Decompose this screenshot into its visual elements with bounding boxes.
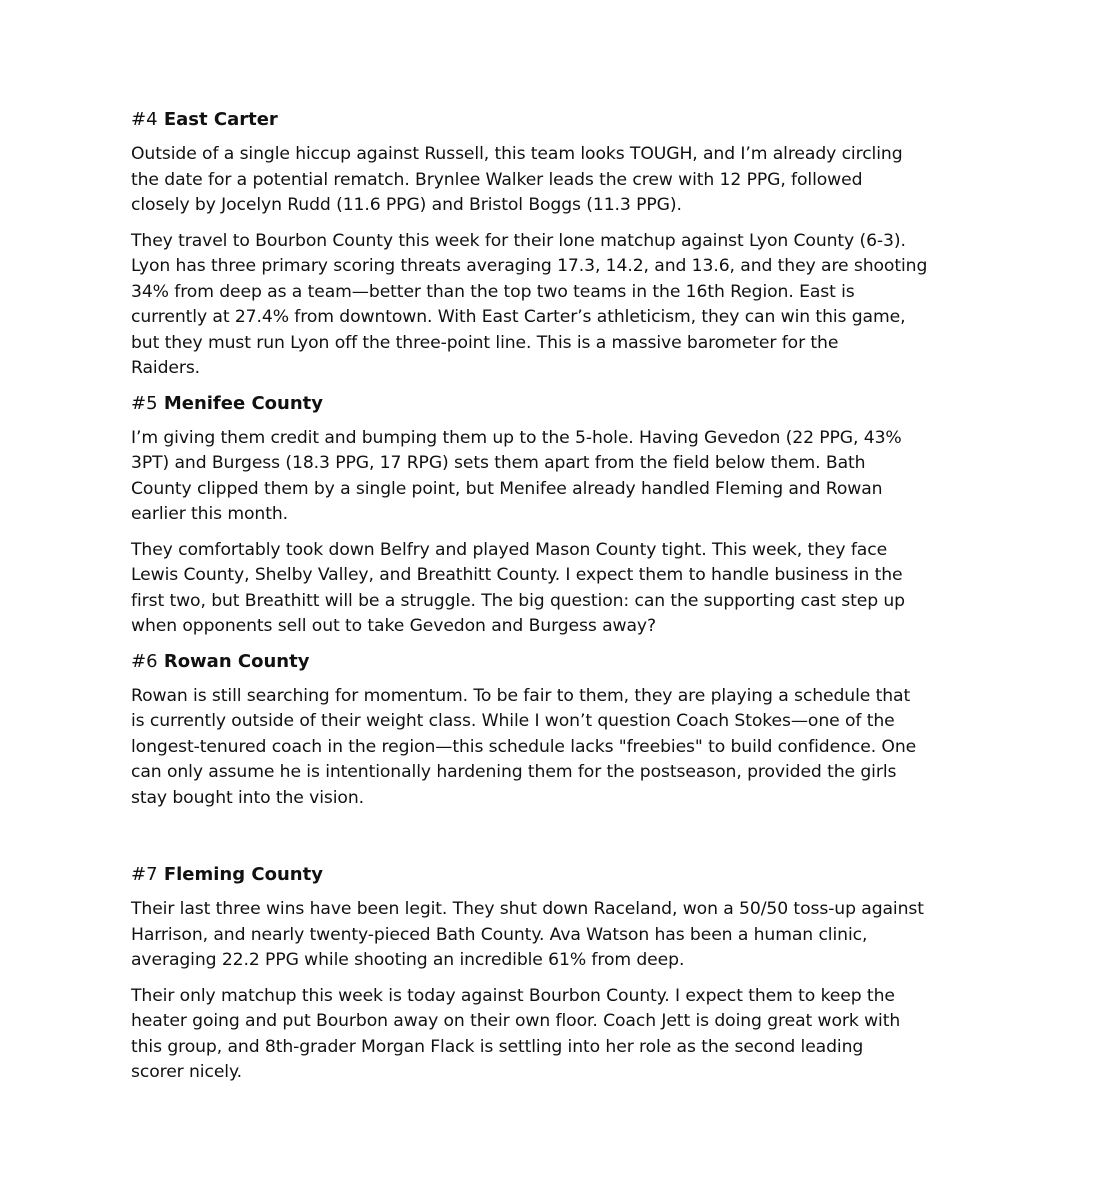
paragraph	[131, 984, 991, 1086]
text-line: Their only matchup this week is today against Bourbon County. I expect them to keep the	[131, 985, 895, 1006]
team-name: Fleming County	[163, 864, 323, 885]
text-line: earlier this month.	[131, 504, 289, 524]
text-line: County clipped them by a single point, but Menifee already handled Fleming and Rowan	[131, 478, 883, 499]
text-line: but they must run Lyon off the three-point line. This is a massive barometer for the	[131, 332, 839, 353]
text-line: They travel to Bourbon County this week for their lone matchup against Lyon County (6-3).	[131, 230, 906, 251]
team-name: Menifee County	[163, 392, 323, 414]
section-heading	[131, 392, 991, 416]
text-line: Harrison, and nearly twenty-pieced Bath County. Ava Watson has been a human clinic,	[131, 924, 868, 945]
paragraph	[131, 142, 991, 219]
text-line: the date for a potential rematch. Brynlee Walker leads the crew with 12 PPG, followed	[131, 169, 863, 190]
text-line: closely by Jocelyn Rudd (11.6 PPG) and Bristol Boggs (11.3 PPG).	[131, 195, 682, 215]
section-heading	[131, 863, 991, 887]
text-line: Their last three wins have been legit. They shut down Raceland, won a 50/50 toss-up against	[131, 899, 924, 919]
section-rowan-county	[131, 650, 991, 812]
text-line: 34% from deep as a team—better than the top two teams in the 16th Region. East is	[131, 281, 855, 302]
team-name: Rowan County	[163, 650, 310, 672]
text-line: is currently outside of their weight class. While I won’t question Coach Stokes—one of the	[131, 711, 895, 731]
rank-number: #6	[131, 650, 158, 672]
text-line: when opponents sell out to take Gevedon and Burgess away?	[131, 616, 657, 636]
text-line: Outside of a single hiccup against Russell, this team looks TOUGH, and I’m already circling	[131, 144, 903, 164]
text-line: stay bought into the vision.	[131, 787, 364, 808]
text-line: They comfortably took down Belfry and played Mason County tight. This week, they face	[131, 539, 888, 560]
paragraph	[131, 229, 991, 382]
rank-number: #5	[131, 392, 158, 414]
document-body	[131, 108, 991, 1096]
section-fleming-county	[131, 863, 991, 1086]
team-name: East Carter	[163, 109, 278, 130]
rank-number: #4	[131, 109, 158, 130]
paragraph	[131, 897, 991, 974]
section-heading	[131, 108, 991, 132]
paragraph	[131, 426, 991, 528]
text-line: averaging 22.2 PPG while shooting an incredible 61% from deep.	[131, 950, 685, 970]
text-line: this group, and 8th-grader Morgan Flack is settling into her role as the second leading	[131, 1036, 864, 1057]
text-line: currently at 27.4% from downtown. With East Carter’s athleticism, they can win this game,	[131, 307, 906, 327]
text-line: Rowan is still searching for momentum. To be fair to them, they are playing a schedule that	[131, 685, 911, 706]
section-heading	[131, 650, 991, 674]
text-line: scorer nicely.	[131, 1062, 242, 1082]
text-line: Lyon has three primary scoring threats averaging 17.3, 14.2, and 13.6, and they are shooting	[131, 256, 928, 276]
text-line: can only assume he is intentionally hardening them for the postseason, provided the girls	[131, 762, 897, 782]
text-line: Raiders.	[131, 358, 201, 378]
text-line: longest-tenured coach in the region—this schedule lacks "freebies" to build confidence. One	[131, 736, 917, 757]
section-menifee-county	[131, 392, 991, 640]
paragraph	[131, 538, 991, 640]
rank-number: #7	[131, 864, 158, 885]
section-east-carter	[131, 108, 991, 382]
paragraph	[131, 684, 991, 812]
text-line: I’m giving them credit and bumping them up to the 5-hole. Having Gevedon (22 PPG, 43%	[131, 427, 902, 448]
text-line: Lewis County, Shelby Valley, and Breathitt County. I expect them to handle business in the	[131, 565, 903, 585]
text-line: first two, but Breathitt will be a struggle. The big question: can the supporting cast step up	[131, 590, 905, 611]
section-spacer	[131, 821, 991, 863]
text-line: 3PT) and Burgess (18.3 PPG, 17 RPG) sets them apart from the field below them. Bath	[131, 453, 866, 473]
text-line: heater going and put Bourbon away on their own floor. Coach Jett is doing great work with	[131, 1011, 901, 1031]
